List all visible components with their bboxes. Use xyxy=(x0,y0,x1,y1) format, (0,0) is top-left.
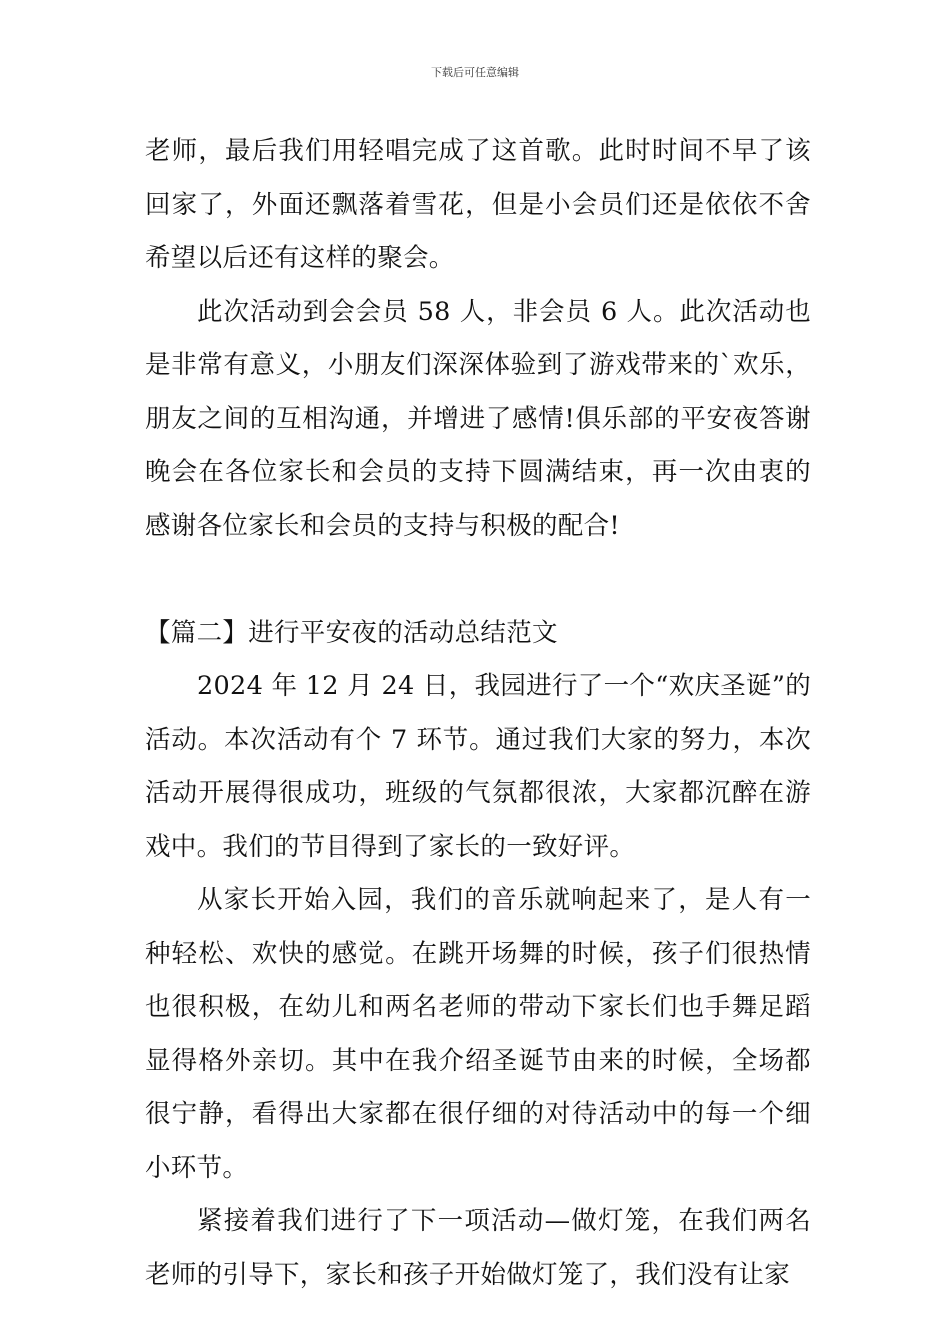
document-body xyxy=(145,125,811,1302)
page-header: 下载后可任意编辑 xyxy=(431,66,519,79)
paragraph-opening: 从家长开始入园，我们的音乐就响起来了，是人有一种轻松、欢快的感觉。在跳开场舞的时候，孩子们很热情也很积极，在幼儿和两名老师的带动下家长们也手舞足蹈显得格外亲切。其中在我介绍圣诞节由来的时候，全场都很宁静，看得出大家都在很仔细的对待活动中的每一个细小环节。 xyxy=(145,885,811,1183)
paragraph-continuation: 老师，最后我们用轻唱完成了这首歌。此时时间不早了该回家了，外面还飘落着雪花，但是小会员们还是依依不舍希望以后还有这样的聚会。 xyxy=(145,136,811,273)
paragraph-event-intro: 2024 年 12 月 24 日，我园进行了一个“欢庆圣诞”的活动。本次活动有个 7 环节。通过我们大家的努力，本次活动开展得很成功，班级的气氛都很浓，大家都沉醉在游戏中。我们的节目得到了家长的一致好评。 xyxy=(145,671,811,862)
paragraph-attendance: 此次活动到会会员 58 人，非会员 6 人。此次活动也是非常有意义，小朋友们深深体验到了游戏带来的`欢乐，朋友之间的互相沟通，并增进了感情!俱乐部的平安夜答谢晚会在各位家长和会员的支持下圆满结束，再一次由衷的感谢各位家长和会员的支持与积极的配合! xyxy=(145,296,811,541)
paragraph-lantern: 紧接着我们进行了下一项活动—做灯笼，在我们两名老师的引导下，家长和孩子开始做灯笼了，我们没有让家 xyxy=(145,1206,811,1290)
section-heading: 【篇二】进行平安夜的活动总结范文 xyxy=(145,617,558,648)
